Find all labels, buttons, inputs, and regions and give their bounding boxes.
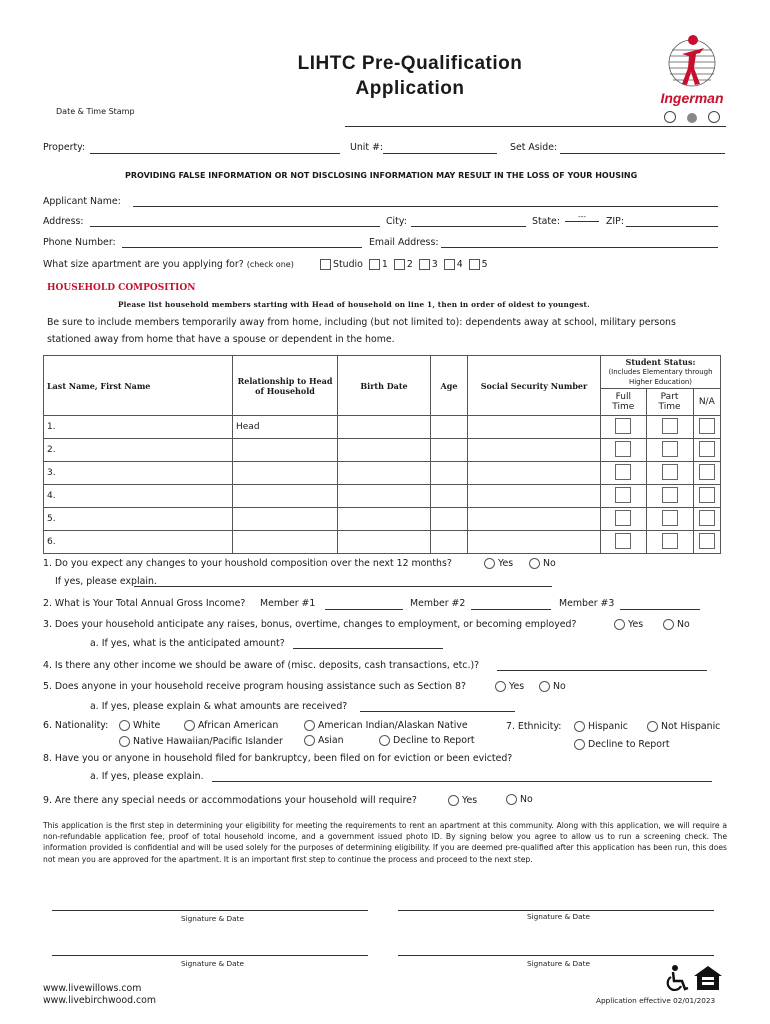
full-time-cell bbox=[601, 531, 647, 554]
table-row bbox=[44, 462, 721, 485]
q5-no-option[interactable]: No bbox=[539, 681, 566, 692]
nationality-white[interactable]: White bbox=[119, 720, 160, 731]
full-time-cell bbox=[601, 462, 647, 485]
q9-yes-option[interactable]: Yes bbox=[448, 795, 477, 806]
row-birth-date[interactable] bbox=[338, 485, 431, 508]
table-row bbox=[44, 508, 721, 531]
q4-field[interactable] bbox=[497, 670, 707, 671]
size-option-2[interactable]: 2 bbox=[394, 259, 413, 270]
checkbox-icon bbox=[320, 259, 331, 270]
disclaimer-paragraph: This application is the first step in determining your eligibility for meeting the requirements to rent an apartment at this community. Along with this application, we will require a non-refundable application fee, proof of total household income, and a government issued photo ID. By signing below you agree to allow us to run a screening check. The information provided is confidential and will be used solely for the purposes of determining eligibility. If you are deemed pre-qualified after this application has been run, this does not mean you are approved for the apartment. It is an important first step to continue the process and proceed to the next step. bbox=[43, 821, 727, 864]
size-option-studio[interactable]: Studio bbox=[320, 259, 363, 270]
signature-line-1[interactable] bbox=[52, 910, 368, 911]
radio-icon bbox=[647, 721, 658, 732]
na-cell bbox=[693, 439, 720, 462]
student-status-label: Student Status: bbox=[625, 357, 696, 367]
row-ssn[interactable] bbox=[468, 531, 601, 554]
radio-icon bbox=[506, 794, 517, 805]
nationality-native-hawaiian[interactable]: Native Hawaiian/Pacific Islander bbox=[119, 736, 283, 747]
full-time-cell bbox=[601, 416, 647, 439]
set-aside-label: Set Aside: bbox=[510, 142, 558, 153]
radio-icon bbox=[663, 619, 674, 630]
row-relationship[interactable] bbox=[233, 531, 338, 554]
row-relationship[interactable] bbox=[233, 462, 338, 485]
form-title bbox=[230, 53, 590, 100]
part-time-cell bbox=[646, 485, 693, 508]
na-checkbox[interactable] bbox=[699, 487, 715, 503]
household-note-line-1: Be sure to include members temporarily away from home, including (but not limited to): dependents away at school, military persons bbox=[47, 317, 676, 328]
apartment-size-question bbox=[43, 259, 294, 270]
property-label: Property: bbox=[43, 142, 86, 153]
col-na-header: N/A bbox=[693, 389, 720, 416]
row-birth-date[interactable] bbox=[338, 531, 431, 554]
q1-no-option[interactable]: No bbox=[529, 558, 556, 569]
title-line-2: Application bbox=[355, 78, 465, 99]
checkbox-icon bbox=[419, 259, 430, 270]
q1-explain-field[interactable] bbox=[134, 586, 552, 587]
na-cell bbox=[693, 485, 720, 508]
radio-icon bbox=[304, 720, 315, 731]
na-checkbox[interactable] bbox=[699, 441, 715, 457]
row-age[interactable] bbox=[431, 416, 468, 439]
question-8: 8. Have you or anyone in household filed for bankruptcy, been filed on for eviction or been evicted? bbox=[43, 753, 513, 764]
signature-label-3: Signature & Date bbox=[181, 959, 244, 968]
apartment-size-label: What size apartment are you applying for? bbox=[43, 259, 244, 270]
col-name-header: Last Name, First Name bbox=[44, 356, 233, 416]
row-relationship[interactable] bbox=[233, 439, 338, 462]
ingerman-emblem-icon bbox=[652, 28, 732, 98]
zip-field[interactable] bbox=[626, 226, 718, 227]
ethnicity-hispanic[interactable]: Hispanic bbox=[574, 721, 628, 732]
row-age[interactable] bbox=[431, 508, 468, 531]
row-birth-date[interactable] bbox=[338, 439, 431, 462]
q2-member-2-field[interactable] bbox=[471, 609, 551, 610]
row-number[interactable]: 5. bbox=[44, 508, 233, 531]
full-time-cell bbox=[601, 439, 647, 462]
zip-label: ZIP: bbox=[606, 216, 624, 227]
radio-icon bbox=[119, 736, 130, 747]
radio-icon bbox=[304, 735, 315, 746]
full-time-checkbox[interactable] bbox=[615, 533, 631, 549]
nationality-asian[interactable]: Asian bbox=[304, 735, 344, 746]
question-2: 2. What is Your Total Annual Gross Income? bbox=[43, 598, 246, 609]
applicant-name-label: Applicant Name: bbox=[43, 196, 121, 207]
part-time-checkbox[interactable] bbox=[662, 441, 678, 457]
question-8-sub: a. If yes, please explain. bbox=[90, 771, 204, 782]
household-instruction: Please list household members starting with Head of household on line 1, then in order of oldest to youngest. bbox=[118, 300, 590, 309]
row-number[interactable]: 6. bbox=[44, 531, 233, 554]
na-checkbox[interactable] bbox=[699, 418, 715, 434]
col-student-header bbox=[601, 356, 721, 389]
application-effective-date: Application effective 02/01/2023 bbox=[596, 996, 716, 1005]
property-field[interactable] bbox=[90, 153, 340, 154]
signature-line-2[interactable] bbox=[398, 910, 714, 911]
part-time-checkbox[interactable] bbox=[662, 418, 678, 434]
email-field[interactable] bbox=[441, 247, 718, 248]
checkbox-icon bbox=[369, 259, 380, 270]
part-time-cell bbox=[646, 462, 693, 485]
row-ssn[interactable] bbox=[468, 508, 601, 531]
q2-member-2-label: Member #2 bbox=[410, 598, 466, 609]
row-birth-date[interactable] bbox=[338, 416, 431, 439]
col-ssn-header: Social Security Number bbox=[468, 356, 601, 416]
unit-label: Unit #: bbox=[350, 142, 384, 153]
table-row bbox=[44, 439, 721, 462]
radio-icon bbox=[574, 739, 585, 750]
q5-yes-option[interactable]: Yes bbox=[495, 681, 524, 692]
q3-no-option[interactable]: No bbox=[663, 619, 690, 630]
nationality-decline[interactable]: Decline to Report bbox=[379, 735, 475, 746]
part-time-checkbox[interactable] bbox=[662, 510, 678, 526]
row-number[interactable]: 2. bbox=[44, 439, 233, 462]
ethnicity-decline[interactable]: Decline to Report bbox=[574, 739, 670, 750]
part-time-checkbox[interactable] bbox=[662, 464, 678, 480]
na-checkbox[interactable] bbox=[699, 533, 715, 549]
signature-label-4: Signature & Date bbox=[527, 959, 590, 968]
address-field[interactable] bbox=[90, 226, 380, 227]
signature-line-4[interactable] bbox=[398, 955, 714, 956]
applicant-name-field[interactable] bbox=[133, 206, 718, 207]
col-part-time-header: Part Time bbox=[646, 389, 693, 416]
table-row bbox=[44, 485, 721, 508]
table-row bbox=[44, 531, 721, 554]
apartment-size-options bbox=[320, 259, 488, 270]
accessibility-icon bbox=[664, 964, 690, 996]
size-option-1[interactable]: 1 bbox=[369, 259, 388, 270]
checkbox-icon bbox=[444, 259, 455, 270]
row-ssn[interactable] bbox=[468, 485, 601, 508]
full-time-checkbox[interactable] bbox=[615, 464, 631, 480]
false-info-warning: PROVIDING FALSE INFORMATION OR NOT DISCLOSING INFORMATION MAY RESULT IN THE LOSS OF YOUR HOUSING bbox=[125, 171, 638, 180]
table-row bbox=[44, 416, 721, 439]
footer-url-2[interactable]: www.livebirchwood.com bbox=[43, 995, 157, 1006]
phone-field[interactable] bbox=[122, 247, 362, 248]
question-1: 1. Do you expect any changes to your houshold composition over the next 12 months? bbox=[43, 558, 452, 569]
phone-label: Phone Number: bbox=[43, 237, 116, 248]
row-number[interactable]: 3. bbox=[44, 462, 233, 485]
size-option-3[interactable]: 3 bbox=[419, 259, 438, 270]
row-birth-date[interactable] bbox=[338, 508, 431, 531]
full-time-checkbox[interactable] bbox=[615, 510, 631, 526]
question-5-sub: a. If yes, please explain & what amounts are received? bbox=[90, 701, 348, 712]
signature-line-3[interactable] bbox=[52, 955, 368, 956]
row-age[interactable] bbox=[431, 439, 468, 462]
question-9: 9. Are there any special needs or accommodations your household will require? bbox=[43, 795, 417, 806]
state-label: State: bbox=[532, 216, 560, 227]
na-cell bbox=[693, 531, 720, 554]
question-1-sub: If yes, please explain. bbox=[55, 576, 157, 587]
col-age-header: Age bbox=[431, 356, 468, 416]
ingerman-logo bbox=[652, 28, 732, 128]
radio-icon bbox=[614, 619, 625, 630]
q1-yes-option[interactable]: Yes bbox=[484, 558, 513, 569]
q3-yes-option[interactable]: Yes bbox=[614, 619, 643, 630]
check-one-note: (check one) bbox=[246, 260, 294, 269]
radio-icon bbox=[184, 720, 195, 731]
radio-icon bbox=[574, 721, 585, 732]
col-relationship-header: Relationship to Head of Household bbox=[233, 356, 338, 416]
household-heading: HOUSEHOLD COMPOSITION bbox=[47, 283, 196, 293]
q8-explain-field[interactable] bbox=[212, 781, 712, 782]
q2-member-1-label: Member #1 bbox=[260, 598, 316, 609]
col-birth-header: Birth Date bbox=[338, 356, 431, 416]
nationality-american-indian[interactable]: American Indian/Alaskan Native bbox=[304, 720, 468, 731]
student-status-note: (Includes Elementary through Higher Education) bbox=[608, 368, 713, 386]
checkbox-icon bbox=[394, 259, 405, 270]
row-ssn[interactable] bbox=[468, 462, 601, 485]
radio-icon bbox=[448, 795, 459, 806]
q2-member-3-field[interactable] bbox=[620, 609, 700, 610]
part-time-cell bbox=[646, 508, 693, 531]
part-time-checkbox[interactable] bbox=[662, 533, 678, 549]
na-cell bbox=[693, 462, 720, 485]
radio-icon bbox=[379, 735, 390, 746]
q3-amount-field[interactable] bbox=[293, 648, 443, 649]
row-ssn[interactable] bbox=[468, 439, 601, 462]
row-age[interactable] bbox=[431, 531, 468, 554]
email-label: Email Address: bbox=[369, 237, 439, 248]
question-6: 6. Nationality: bbox=[43, 720, 109, 731]
table-header-row bbox=[44, 356, 721, 389]
logo-wordmark: Ingerman bbox=[660, 90, 724, 106]
badge-icon bbox=[687, 113, 697, 123]
footer-url-1[interactable]: www.livewillows.com bbox=[43, 983, 142, 994]
full-time-cell bbox=[601, 485, 647, 508]
equal-housing-icon bbox=[692, 964, 724, 996]
household-note-line-2: stationed away from home that have a spouse or dependent in the home. bbox=[47, 334, 395, 345]
radio-icon bbox=[484, 558, 495, 569]
full-time-cell bbox=[601, 508, 647, 531]
signature-label-1: Signature & Date bbox=[181, 914, 244, 923]
date-stamp-line bbox=[345, 126, 726, 127]
row-relationship[interactable]: Head bbox=[233, 416, 338, 439]
size-option-5[interactable]: 5 bbox=[469, 259, 488, 270]
row-ssn[interactable] bbox=[468, 416, 601, 439]
part-time-cell bbox=[646, 531, 693, 554]
household-table bbox=[43, 355, 721, 554]
row-relationship[interactable] bbox=[233, 508, 338, 531]
radio-icon bbox=[495, 681, 506, 692]
unit-field[interactable] bbox=[383, 153, 497, 154]
size-option-4[interactable]: 4 bbox=[444, 259, 463, 270]
full-time-checkbox[interactable] bbox=[615, 441, 631, 457]
logo-badges bbox=[652, 108, 732, 127]
row-relationship[interactable] bbox=[233, 485, 338, 508]
signature-label-2: Signature & Date bbox=[527, 912, 590, 921]
nationality-african-american[interactable]: African American bbox=[184, 720, 278, 731]
full-time-checkbox[interactable] bbox=[615, 487, 631, 503]
row-age[interactable] bbox=[431, 485, 468, 508]
full-time-checkbox[interactable] bbox=[615, 418, 631, 434]
question-7: 7. Ethnicity: bbox=[506, 721, 562, 732]
ethnicity-not-hispanic[interactable]: Not Hispanic bbox=[647, 721, 720, 732]
question-4: 4. Is there any other income we should be aware of (misc. deposits, cash transactions, etc.)? bbox=[43, 660, 480, 671]
na-cell bbox=[693, 416, 720, 439]
na-checkbox[interactable] bbox=[699, 510, 715, 526]
radio-icon bbox=[119, 720, 130, 731]
city-label: City: bbox=[386, 216, 407, 227]
q5-explain-field[interactable] bbox=[360, 711, 515, 712]
badge-icon bbox=[708, 111, 720, 123]
checkbox-icon bbox=[469, 259, 480, 270]
na-checkbox[interactable] bbox=[699, 464, 715, 480]
date-time-stamp-label: Date & Time Stamp bbox=[56, 107, 135, 116]
title-line-1: LIHTC Pre-Qualification bbox=[297, 53, 523, 74]
row-age[interactable] bbox=[431, 462, 468, 485]
part-time-cell bbox=[646, 439, 693, 462]
question-3-sub: a. If yes, what is the anticipated amount? bbox=[90, 638, 285, 649]
part-time-checkbox[interactable] bbox=[662, 487, 678, 503]
part-time-cell bbox=[646, 416, 693, 439]
radio-icon bbox=[529, 558, 540, 569]
q9-no-option[interactable]: No bbox=[506, 794, 533, 805]
na-cell bbox=[693, 508, 720, 531]
row-birth-date[interactable] bbox=[338, 462, 431, 485]
state-field[interactable]: --- bbox=[565, 212, 599, 222]
q2-member-3-label: Member #3 bbox=[559, 598, 615, 609]
row-number[interactable]: 4. bbox=[44, 485, 233, 508]
row-number[interactable]: 1. bbox=[44, 416, 233, 439]
city-field[interactable] bbox=[411, 226, 526, 227]
radio-icon bbox=[539, 681, 550, 692]
col-full-time-header: Full Time bbox=[601, 389, 647, 416]
question-5: 5. Does anyone in your household receive program housing assistance such as Section 8? bbox=[43, 681, 466, 692]
set-aside-field[interactable] bbox=[560, 153, 725, 154]
address-label: Address: bbox=[43, 216, 84, 227]
badge-icon bbox=[664, 111, 676, 123]
q2-member-1-field[interactable] bbox=[325, 609, 403, 610]
question-3: 3. Does your household anticipate any raises, bonus, overtime, changes to employment, or becoming employed? bbox=[43, 619, 577, 630]
